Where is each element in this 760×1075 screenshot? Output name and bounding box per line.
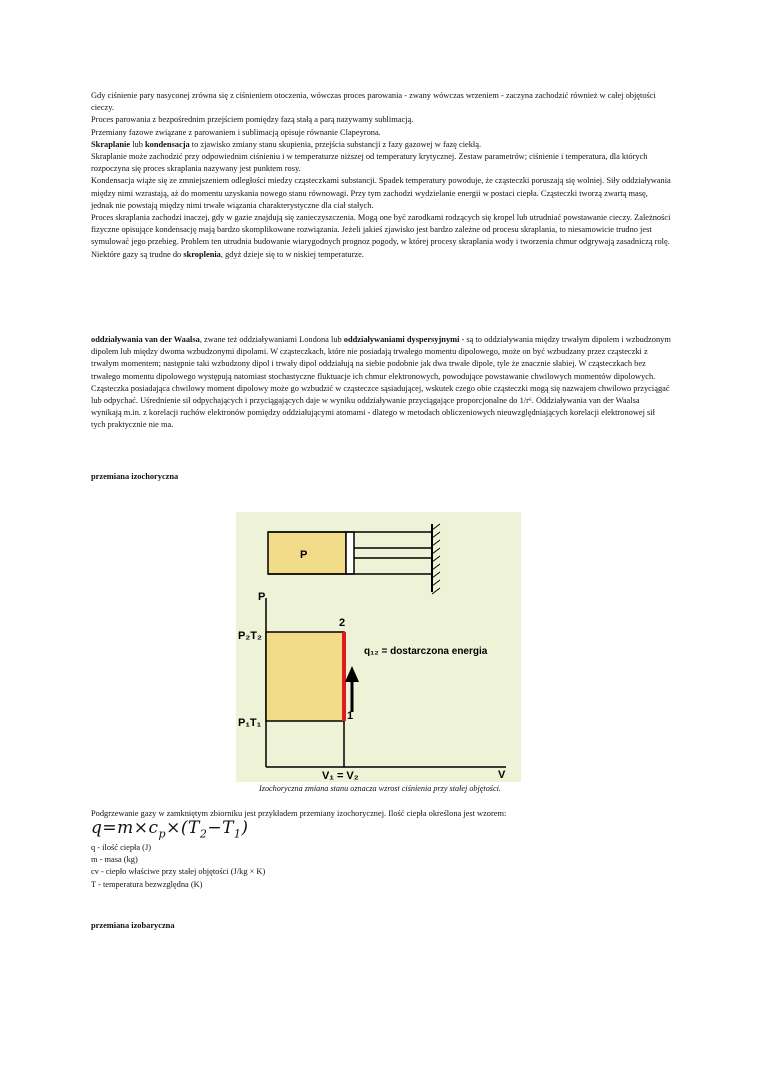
arrow-head: [345, 666, 359, 682]
formula-intro: Podgrzewanie gazy w zamkniętym zbiorniku jest przykładem przemiany izochorycznej. Ilość ciepła określona jest wzorem:: [91, 809, 507, 818]
paragraph: Skraplanie może zachodzić przy odpowiednim ciśnieniu i w temperaturze niższej od temperatury krytycznej. Zestaw parametrów; ciśnienie i temperatura, dla których rozpoczyna się proces skraplania nazywany jest punktem rosy.: [91, 152, 648, 174]
label-q12: q₁₂ = dostarczona energia: [364, 646, 488, 657]
paragraph: Przemiany fazowe związane z parowaniem i sublimacją opisuje równanie Clapeyrona.: [91, 127, 381, 137]
formula-q: q: [91, 818, 103, 838]
term: Skraplanie: [91, 139, 131, 149]
term: oddziaływaniami dyspersyjnymi: [343, 335, 460, 344]
formula-T2: T: [187, 818, 200, 838]
label-point-2: 2: [339, 617, 346, 629]
paragraph: [91, 249, 671, 261]
van-der-waals-section: [91, 334, 671, 432]
formula-equals: =: [102, 818, 118, 838]
text: , zwane też oddziaływaniami Londona lub: [199, 335, 344, 344]
axis-p-label: P: [258, 591, 266, 603]
formula-times: ×: [133, 818, 149, 838]
paragraph: Gdy ciśnienie pary nasyconej zrówna się z ciśnieniem otoczenia, wówczas proces parowania - zwany wówczas wrzeniem - zaczyna zachodzić również w całej objętości cieczy.: [91, 91, 656, 113]
term: oddziaływania van der Waalsa: [91, 335, 200, 344]
condensation-section: [91, 90, 671, 261]
formula-m: m: [117, 818, 134, 838]
legend-item: q - ilość ciepła (J): [91, 843, 151, 852]
term: skroplenia: [183, 249, 221, 259]
paragraph: [91, 334, 671, 432]
formula-times: ×: [166, 818, 181, 838]
formula-minus: −: [207, 818, 223, 838]
formula-c: c: [148, 818, 159, 838]
legend-item: cv - ciepło właściwe przy stałej objętości (J/kg × K): [91, 867, 266, 877]
text: Niektóre gazy są trudne do: [91, 249, 184, 259]
label-p2t2: P₂T₂: [238, 630, 262, 642]
formula-legend: [91, 842, 265, 891]
diagram-svg: [236, 512, 521, 782]
piston-head: [346, 532, 354, 574]
label-point-1: 1: [347, 710, 354, 722]
paragraph: Kondensacja wiąże się ze zmniejszeniem odległości miedzy cząsteczkami substancji. Spadek temperatury powoduje, że cząsteczki poruszają się wolniej. Siły oddziaływania między nimi wzrastają, aż do momentu uzyskania nowego stanu równowagi. Przy tym zachodzi wydzielanie energii w postaci ciepła. Cząsteczki tworzą zwartą masę, jednak nie powstają między nimi trwałe wiązania charakterystyczne dla ciał stałych.: [91, 176, 671, 210]
axis-v-label: V: [498, 769, 506, 781]
heading-izobaryczna: przemiana izobaryczna: [91, 921, 175, 930]
text: , gdyż dzieje się to w niskiej temperaturze.: [220, 249, 364, 259]
paragraph: Proces parowania z bezpośrednim przejściem pomiędzy fazą stałą a parą nazywamy sublimacją.: [91, 115, 414, 125]
piston-label: P: [300, 549, 308, 561]
label-v1-v2: V₁ = V₂: [322, 770, 359, 782]
term: kondensacja: [145, 139, 190, 149]
figure-caption: Izochoryczna zmiana stanu oznacza wzrost ciśnienia przy stałej objętości.: [259, 784, 501, 793]
formula-paren-open: (: [180, 818, 188, 838]
state-area: [266, 632, 344, 721]
heading-izochoryczna: przemiana izochoryczna: [91, 472, 179, 481]
formula-paren-close: ): [241, 818, 249, 838]
paragraph: [91, 139, 671, 151]
legend-item: m - masa (kg): [91, 855, 138, 865]
formula-sub-2: 2: [199, 827, 208, 841]
heat-formula: [91, 818, 249, 840]
formula-sub-p: p: [158, 827, 167, 841]
text: lub: [130, 139, 145, 149]
legend-item: T - temperatura bezwzględna (K): [91, 879, 203, 889]
isochoric-diagram: [236, 512, 521, 782]
label-p1t1: P₁T₁: [238, 717, 262, 729]
paragraph: Proces skraplania zachodzi inaczej, gdy w gazie znajdują się zanieczyszczenia. Mogą one być zarodkami rodzących się kropel lub utrudniać powstawanie cieczy. Zależności fizyczne opisujące kondensację mają bardzo skomplikowane rozwiązania. Jeżeli jakieś zjawisko jest bardzo zależne od procesu skraplania, to niesamowicie trudno jest symulować jego przebieg. Problem ten utrudnia budowanie wiarygodnych prognoz pogody, w której procesy skraplania wody i tworzenia chmur odgrywają zasadniczą rolę.: [91, 213, 671, 247]
wall-hatching: [432, 524, 440, 594]
formula-sub-1: 1: [233, 827, 242, 841]
text: - są to oddziaływania między trwałym dipolem i wzbudzonym dipolem lub między dwoma wzbudzonymi dipolami. W cząsteczkach, które nie posiadają trwałego momentu dipolowego, może on być wzbudzany przez cząsteczki z trwałym momentem; następnie taki wzbudzony dipol i trwały dipol oddziałują na siebie podobnie jak dwa trwałe dipole, tyle że znacznie słabiej. W cząsteczkach bez trwałego momentu dipolowego występują natomiast stochastyczne fluktuacje ich chmur elektronowych, powodujące powstawanie chwilowych momentów dipolowych. Cząsteczka posiadająca chwilowy moment dipolowy może go wzbudzić w cząsteczce sąsiadującej, wskutek czego obie cząsteczki mogą się nazwajem chwilowo przyciągać lub odpychać. Uśrednienie sił odpychających i przyciągających daje w wyniku oddziaływanie przyciągające proporcjonalne do 1/r⁶. Oddziaływania van der Waalsa wynikają m.in. z korelacji ruchów elektronów pomiędzy oddziałującymi atomami - dlatego w metodach obliczeniowych nieuwzględniających korelacji elektronowej sił tych praktycznie nie ma.: [91, 335, 671, 430]
formula-T1: T: [222, 818, 234, 838]
text: to zjawisko zmiany stanu skupienia, przejścia substancji z fazy gazowej w fazę ciekłą.: [189, 139, 482, 149]
